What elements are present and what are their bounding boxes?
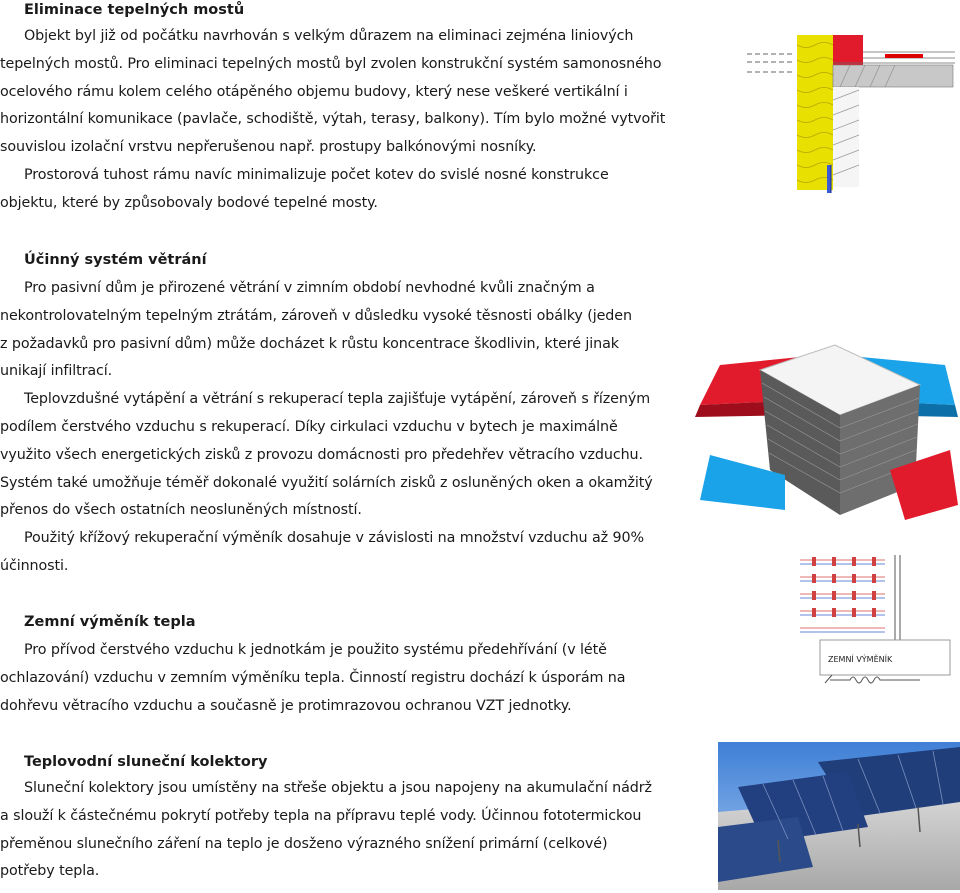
paragraph-line: Pro pasivní dům je přirozené větrání v zimním období nevhodné kvůli značným a xyxy=(24,280,595,296)
paragraph-line: Teplovzdušné vytápění a větrání s rekuperací tepla zajišťuje vytápění, zároveň s řízeným xyxy=(24,391,651,408)
paragraph-line: tepelných mostů. Pro eliminaci tepelných mostů byl zvolen konstrukční systém samonosného xyxy=(0,55,662,72)
paragraph-line: unikají infiltrací. xyxy=(0,363,113,380)
section-heading: Účinný systém větrání xyxy=(24,252,207,268)
solar-collectors-photo xyxy=(718,742,960,890)
paragraph-line: souvislou izolační vrstvu nepřerušenou např. prostupy balkónovými nosníky. xyxy=(0,139,537,156)
section-heading: Teplovodní sluneční kolektory xyxy=(24,754,268,770)
paragraph-line: dohřevu větracího vzduchu a současně je protimrazovou ochranou VZT jednotky. xyxy=(0,697,572,714)
thermal-bridge-detail-figure xyxy=(745,30,960,195)
paragraph-line: Pro přívod čerstvého vzduchu k jednotkám je použito systému předehřívání (v létě xyxy=(24,642,607,658)
paragraph-line: Systém také umožňuje téměř dokonalé využití solárních zisků z osluněných oken a okamžitý xyxy=(0,474,653,491)
heat-exchanger-figure xyxy=(690,305,960,540)
paragraph-line: účinnosti. xyxy=(0,558,69,574)
paragraph-line: Sluneční kolektory jsou umístěny na střeše objektu a jsou napojeny na akumulační nádrž xyxy=(24,780,652,796)
paragraph-line: nekontrolovatelným tepelným ztrátám, zároveň v důsledku vysoké těsnosti obálky (jeden xyxy=(0,307,632,324)
earth-exchanger-figure xyxy=(790,545,960,695)
paragraph-line: z požadavků pro pasivní dům) může docházet k růstu koncentrace škodlivin, které jinak xyxy=(0,335,619,352)
paragraph-line: potřeby tepla. xyxy=(0,863,100,880)
paragraph-line: Prostorová tuhost rámu navíc minimalizuje počet kotev do svislé nosné konstrukce xyxy=(24,167,609,183)
paragraph-line: a slouží k částečnému pokrytí potřeby tepla na přípravu teplé vody. Účinnou fototermickou xyxy=(0,807,642,824)
paragraph-line: ocelového rámu kolem celého otápěného objemu budovy, který nese veškeré vertikální i xyxy=(0,83,628,100)
section-heading: Zemní výměník tepla xyxy=(24,614,196,630)
paragraph-line: podílem čerstvého vzduchu s rekuperací. Díky cirkulaci vzduchu v bytech je maximálně xyxy=(0,419,618,435)
paragraph-line: přenos do všech ostatních neosluněných místností. xyxy=(0,502,362,519)
paragraph-line: využito všech energetických zisků z provozu domácnosti pro předehřev větracího vzduchu. xyxy=(0,446,643,463)
paragraph-line: Objekt byl již od počátku navrhován s velkým důrazem na eliminaci zejména liniových xyxy=(24,28,634,44)
earth-exchanger-label: ZEMNÍ VÝMĚNÍK xyxy=(828,655,893,664)
paragraph-line: přeměnou slunečního záření na teplo je dosženo výrazného snížení primární (celkové) xyxy=(0,835,608,852)
paragraph-line: horizontální komunikace (pavlače, schodiště, výtah, terasy, balkony). Tím bylo možné vytvořit xyxy=(0,111,666,128)
section-heading: Eliminace tepelných mostů xyxy=(24,2,245,18)
paragraph-line: objektu, které by způsobovaly bodové tepelné mosty. xyxy=(0,194,378,211)
paragraph-line: Použitý křížový rekuperační výměník dosahuje v závislosti na množství vzduchu až 90% xyxy=(24,530,644,547)
paragraph-line: ochlazování) vzduchu v zemním výměníku tepla. Činností registru dochází k úsporám na xyxy=(0,669,626,686)
